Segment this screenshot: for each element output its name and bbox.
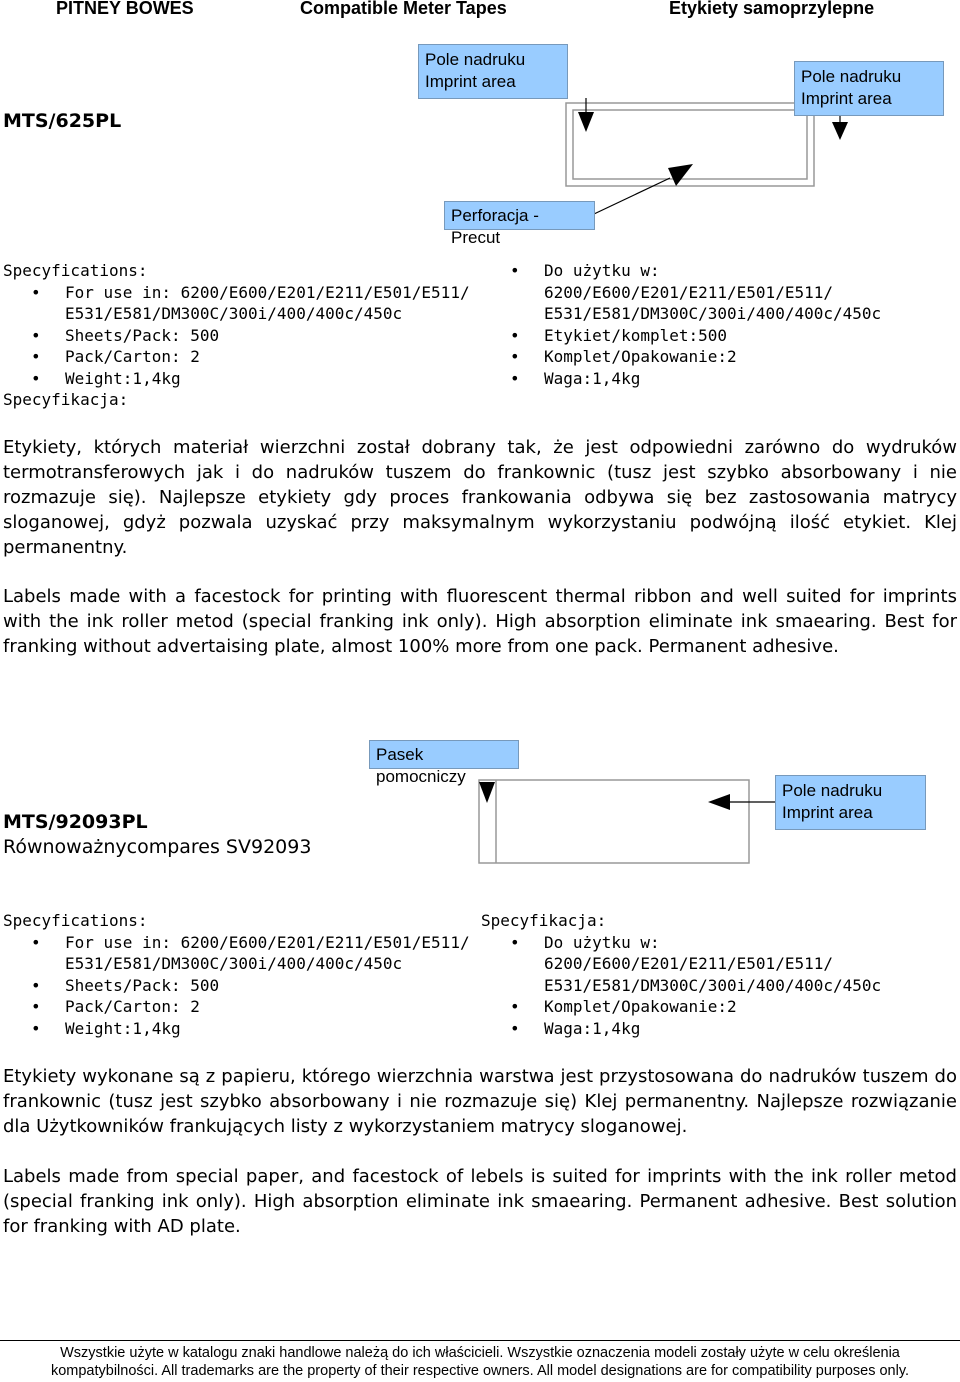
list-item: E531/E581/DM300C/300i/400/400c/450c	[544, 975, 882, 995]
imprint-area-label-a: Pole nadruku Imprint area	[418, 44, 568, 99]
precut-label: Perforacja - Precut	[444, 201, 595, 230]
list-item: • Do użytku w:	[502, 260, 960, 282]
page-footer	[0, 1340, 960, 1380]
list-item: • Komplet/Opakowanie:2	[502, 996, 960, 1018]
spec-title: Specyfications:	[3, 261, 148, 280]
list-item: • Do użytku w:	[502, 932, 960, 954]
list-item: • Waga:1,4kg	[502, 1018, 960, 1040]
product1-description-pl: Etykiety, których materiał wierzchni został dobrany tak, że jest odpowiedni zarówno do wydruków termotransferowych jak i do nadruków tuszem do frankownic (tusz jest szybko absorbowany i nie rozmazuje się). Najlepsze etykiety gdy proces frankowania odbywa się bez zastosowania matrycy sloganowej, gdyż pozwala uzyskać przy maksymalnym wykorzystaniu podwójną ilość etykiet. Klej permanentny.	[3, 437, 957, 558]
product1-code: MTS/625PL	[3, 110, 122, 132]
header-brand: PITNEY BOWES	[56, 0, 194, 18]
product2-spec-en	[3, 910, 483, 1039]
list-item: E531/E581/DM300C/300i/400/400c/450c	[65, 954, 403, 973]
list-item: 6200/E600/E201/E211/E501/E511/	[544, 954, 833, 973]
product2-compares: Równoważnycompares SV92093	[3, 836, 312, 858]
product2-description-en: Labels made from special paper, and facestock of lebels is suited for imprints with the ink roller metod (special franking ink only). High absorption eliminate ink smaearing. Permanent adhesive. Best solution for franking with AD plate.	[3, 1166, 957, 1237]
list-item: • Weight:1,4kg	[3, 368, 483, 390]
spec-title: Specyfikacja:	[481, 911, 607, 930]
list-item: • Pack/Carton: 2	[3, 996, 483, 1018]
product2-code: MTS/92093PL	[3, 811, 148, 833]
list-item: • Waga:1,4kg	[502, 368, 960, 390]
arrow-left-icon	[708, 794, 730, 810]
list-item: E531/E581/DM300C/300i/400/400c/450c	[544, 304, 882, 323]
footer-line: kompatybilności. All trademarks are the property of their respective owners. All model designations are for compatibility purposes only.	[50, 1363, 910, 1379]
label-outline-outer	[479, 780, 749, 863]
list-item: • For use in: 6200/E600/E201/E211/E501/E511/	[3, 282, 483, 304]
list-item: • Sheets/Pack: 500	[3, 325, 483, 347]
arrow-down-icon	[479, 782, 495, 803]
spec-title: Specyfications:	[3, 911, 148, 930]
list-item: 6200/E600/E201/E211/E501/E511/	[544, 282, 833, 302]
header-category: Etykiety samoprzylepne	[669, 0, 875, 18]
list-item: • Etykiet/komplet:500	[502, 325, 960, 347]
footer-line: Wszystkie użyte w katalogu znaki handlowe należą do ich właścicieli. Wszystkie oznaczenia modeli zostały użyte w celu określenia	[60, 1345, 900, 1361]
header-title: Compatible Meter Tapes	[300, 0, 507, 18]
product2-description-pl: Etykiety wykonane są z papieru, którego wierzchnia warstwa jest przystosowana do nadruków tuszem do frankownic (tusz jest szybko absorbowany i nie rozmazuje się) Klej permanentny. Najlepsze rozwiązanie dla Użytkowników frankujących listy z wykorzystaniem matrycy sloganowej.	[3, 1066, 957, 1137]
product2-spec-pl	[481, 910, 960, 1039]
list-item: • Weight:1,4kg	[3, 1018, 483, 1040]
helper-strip-label: Pasek pomocniczy	[369, 740, 519, 769]
spec-title: Specyfikacja:	[3, 390, 129, 409]
product1-description-en: Labels made with a facestock for printing with fluorescent thermal ribbon and well suited for imprints with the ink roller metod (special franking ink only). High absorption eliminate ink smaearing. Best for franking without advertaising plate, almost 100% more from one pack. Permanent adhesive.	[3, 586, 957, 657]
list-item: E531/E581/DM300C/300i/400/400c/450c	[65, 304, 403, 323]
list-item: • Sheets/Pack: 500	[3, 975, 483, 997]
imprint-area-label: Pole nadruku Imprint area	[775, 775, 926, 830]
list-item: • For use in: 6200/E600/E201/E211/E501/E511/	[3, 932, 483, 954]
imprint-area-label-b: Pole nadruku Imprint area	[794, 61, 944, 116]
list-item: • Pack/Carton: 2	[3, 346, 483, 368]
list-item: • Komplet/Opakowanie:2	[502, 346, 960, 368]
